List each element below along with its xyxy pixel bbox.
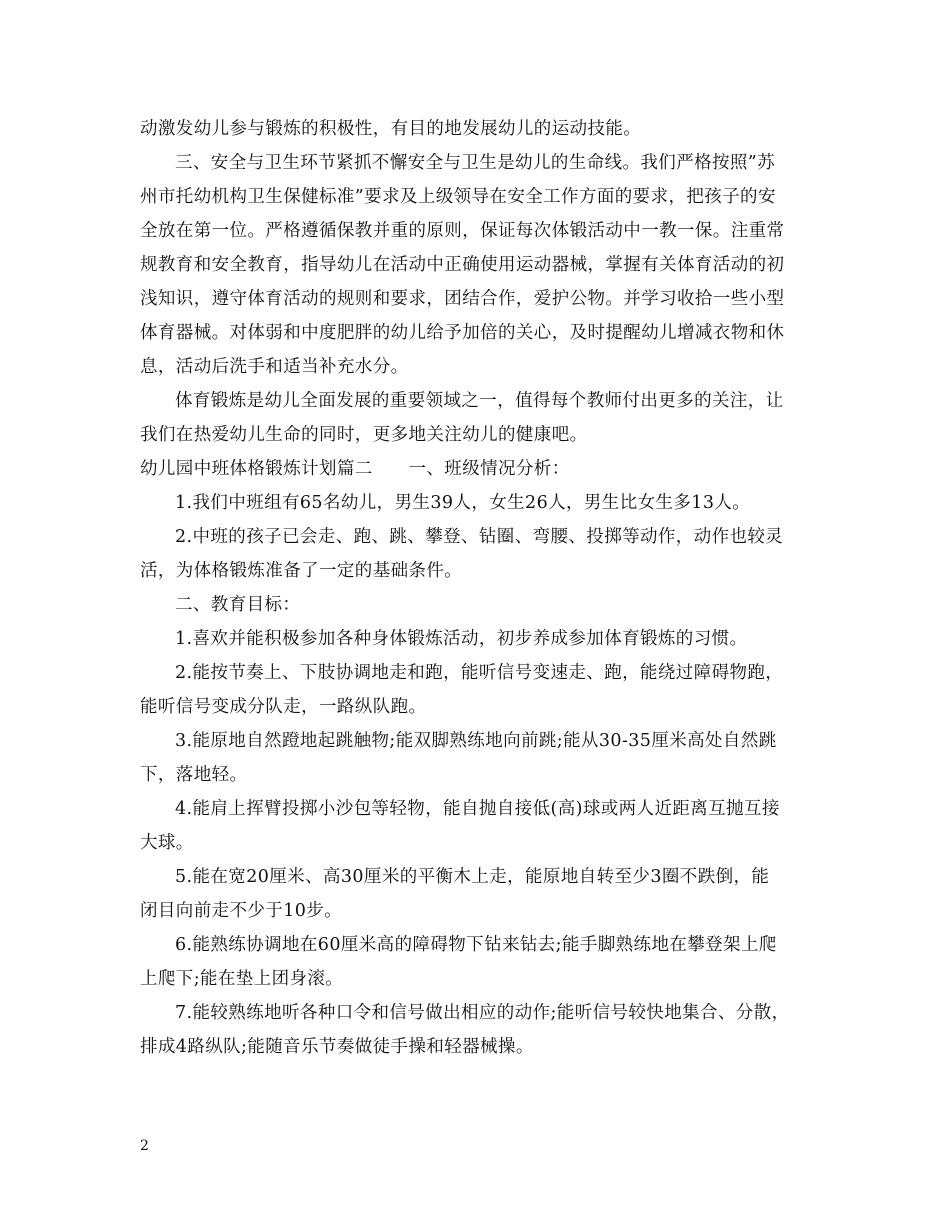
text-line: 体育器械。对体弱和中度肥胖的幼儿给予加倍的关心，及时提醒幼儿增减衣物和休	[140, 323, 785, 343]
text-line: 大球。	[140, 833, 194, 853]
text-line: 动激发幼儿参与锻炼的积极性，有目的地发展幼儿的运动技能。	[140, 119, 642, 139]
subheading: 二、教育目标：	[175, 595, 301, 615]
text-line: 6.能熟练协调地在60厘米高的障碍物下钻来钻去;能手脚熟练地在攀登架上爬	[175, 935, 777, 955]
text-line: 三、安全与卫生环节紧抓不懈安全与卫生是幼儿的生命线。我们严格按照”苏	[175, 153, 776, 173]
text-line: 2.中班的孩子已会走、跑、跳、攀登、钻圈、弯腰、投掷等动作，动作也较灵	[175, 527, 784, 547]
text-line: 闭目向前走不少于10步。	[140, 901, 343, 921]
document-body	[140, 112, 810, 1064]
text-line: 活，为体格锻炼准备了一定的基础条件。	[140, 561, 463, 581]
text-line: 规教育和安全教育，指导幼儿在活动中正确使用运动器械，掌握有关体育活动的初	[140, 255, 785, 275]
text-line: 州市托幼机构卫生保健标准”要求及上级领导在安全工作方面的要求，把孩子的安	[140, 187, 776, 207]
text-line: 7.能较熟练地听各种口令和信号做出相应的动作;能听信号较快地集合、分散，	[175, 1003, 790, 1023]
text-line: 5.能在宽20厘米、高30厘米的平衡木上走，能原地自转至少3圈不跌倒，能	[175, 867, 770, 887]
text-line: 息，活动后洗手和适当补充水分。	[140, 357, 409, 377]
text-line: 4.能肩上挥臂投掷小沙包等轻物，能自抛自接低(高)球或两人近距离互抛互接	[175, 799, 780, 819]
text-line: 1.我们中班组有65名幼儿，男生39人，女生26人，男生比女生多13人。	[175, 493, 751, 513]
text-line: 下，落地轻。	[140, 765, 248, 785]
text-line: 3.能原地自然蹬地起跳触物;能双脚熟练地向前跳;能从30-35厘米高处自然跳	[175, 731, 777, 751]
text-line: 浅知识，遵守体育活动的规则和要求，团结合作，爱护公物。并学习收拾一些小型	[140, 289, 785, 309]
text-line: 排成4路纵队;能随音乐节奏做徒手操和轻器械操。	[140, 1037, 534, 1057]
text-line: 全放在第一位。严格遵循保教并重的原则，保证每次体锻活动中一教一保。注重常	[140, 221, 785, 241]
text-line: 能听信号变成分队走，一路纵队跑。	[140, 697, 427, 717]
text-line: 上爬下;能在垫上团身滚。	[140, 969, 344, 989]
text-line: 1.喜欢并能积极参加各种身体锻炼活动，初步养成参加体育锻炼的习惯。	[175, 629, 748, 649]
text-line: 2.能按节奏上、下肢协调地走和跑，能听信号变速走、跑，能绕过障碍物跑，	[175, 663, 784, 683]
text-line: 我们在热爱幼儿生命的同时，更多地关注幼儿的健康吧。	[140, 425, 588, 445]
section-heading: 幼儿园中班体格锻炼计划篇二 一、班级情况分析：	[140, 459, 570, 479]
text-line: 体育锻炼是幼儿全面发展的重要领域之一，值得每个教师付出更多的关注，让	[175, 391, 784, 411]
page-number: 2	[140, 1138, 149, 1154]
